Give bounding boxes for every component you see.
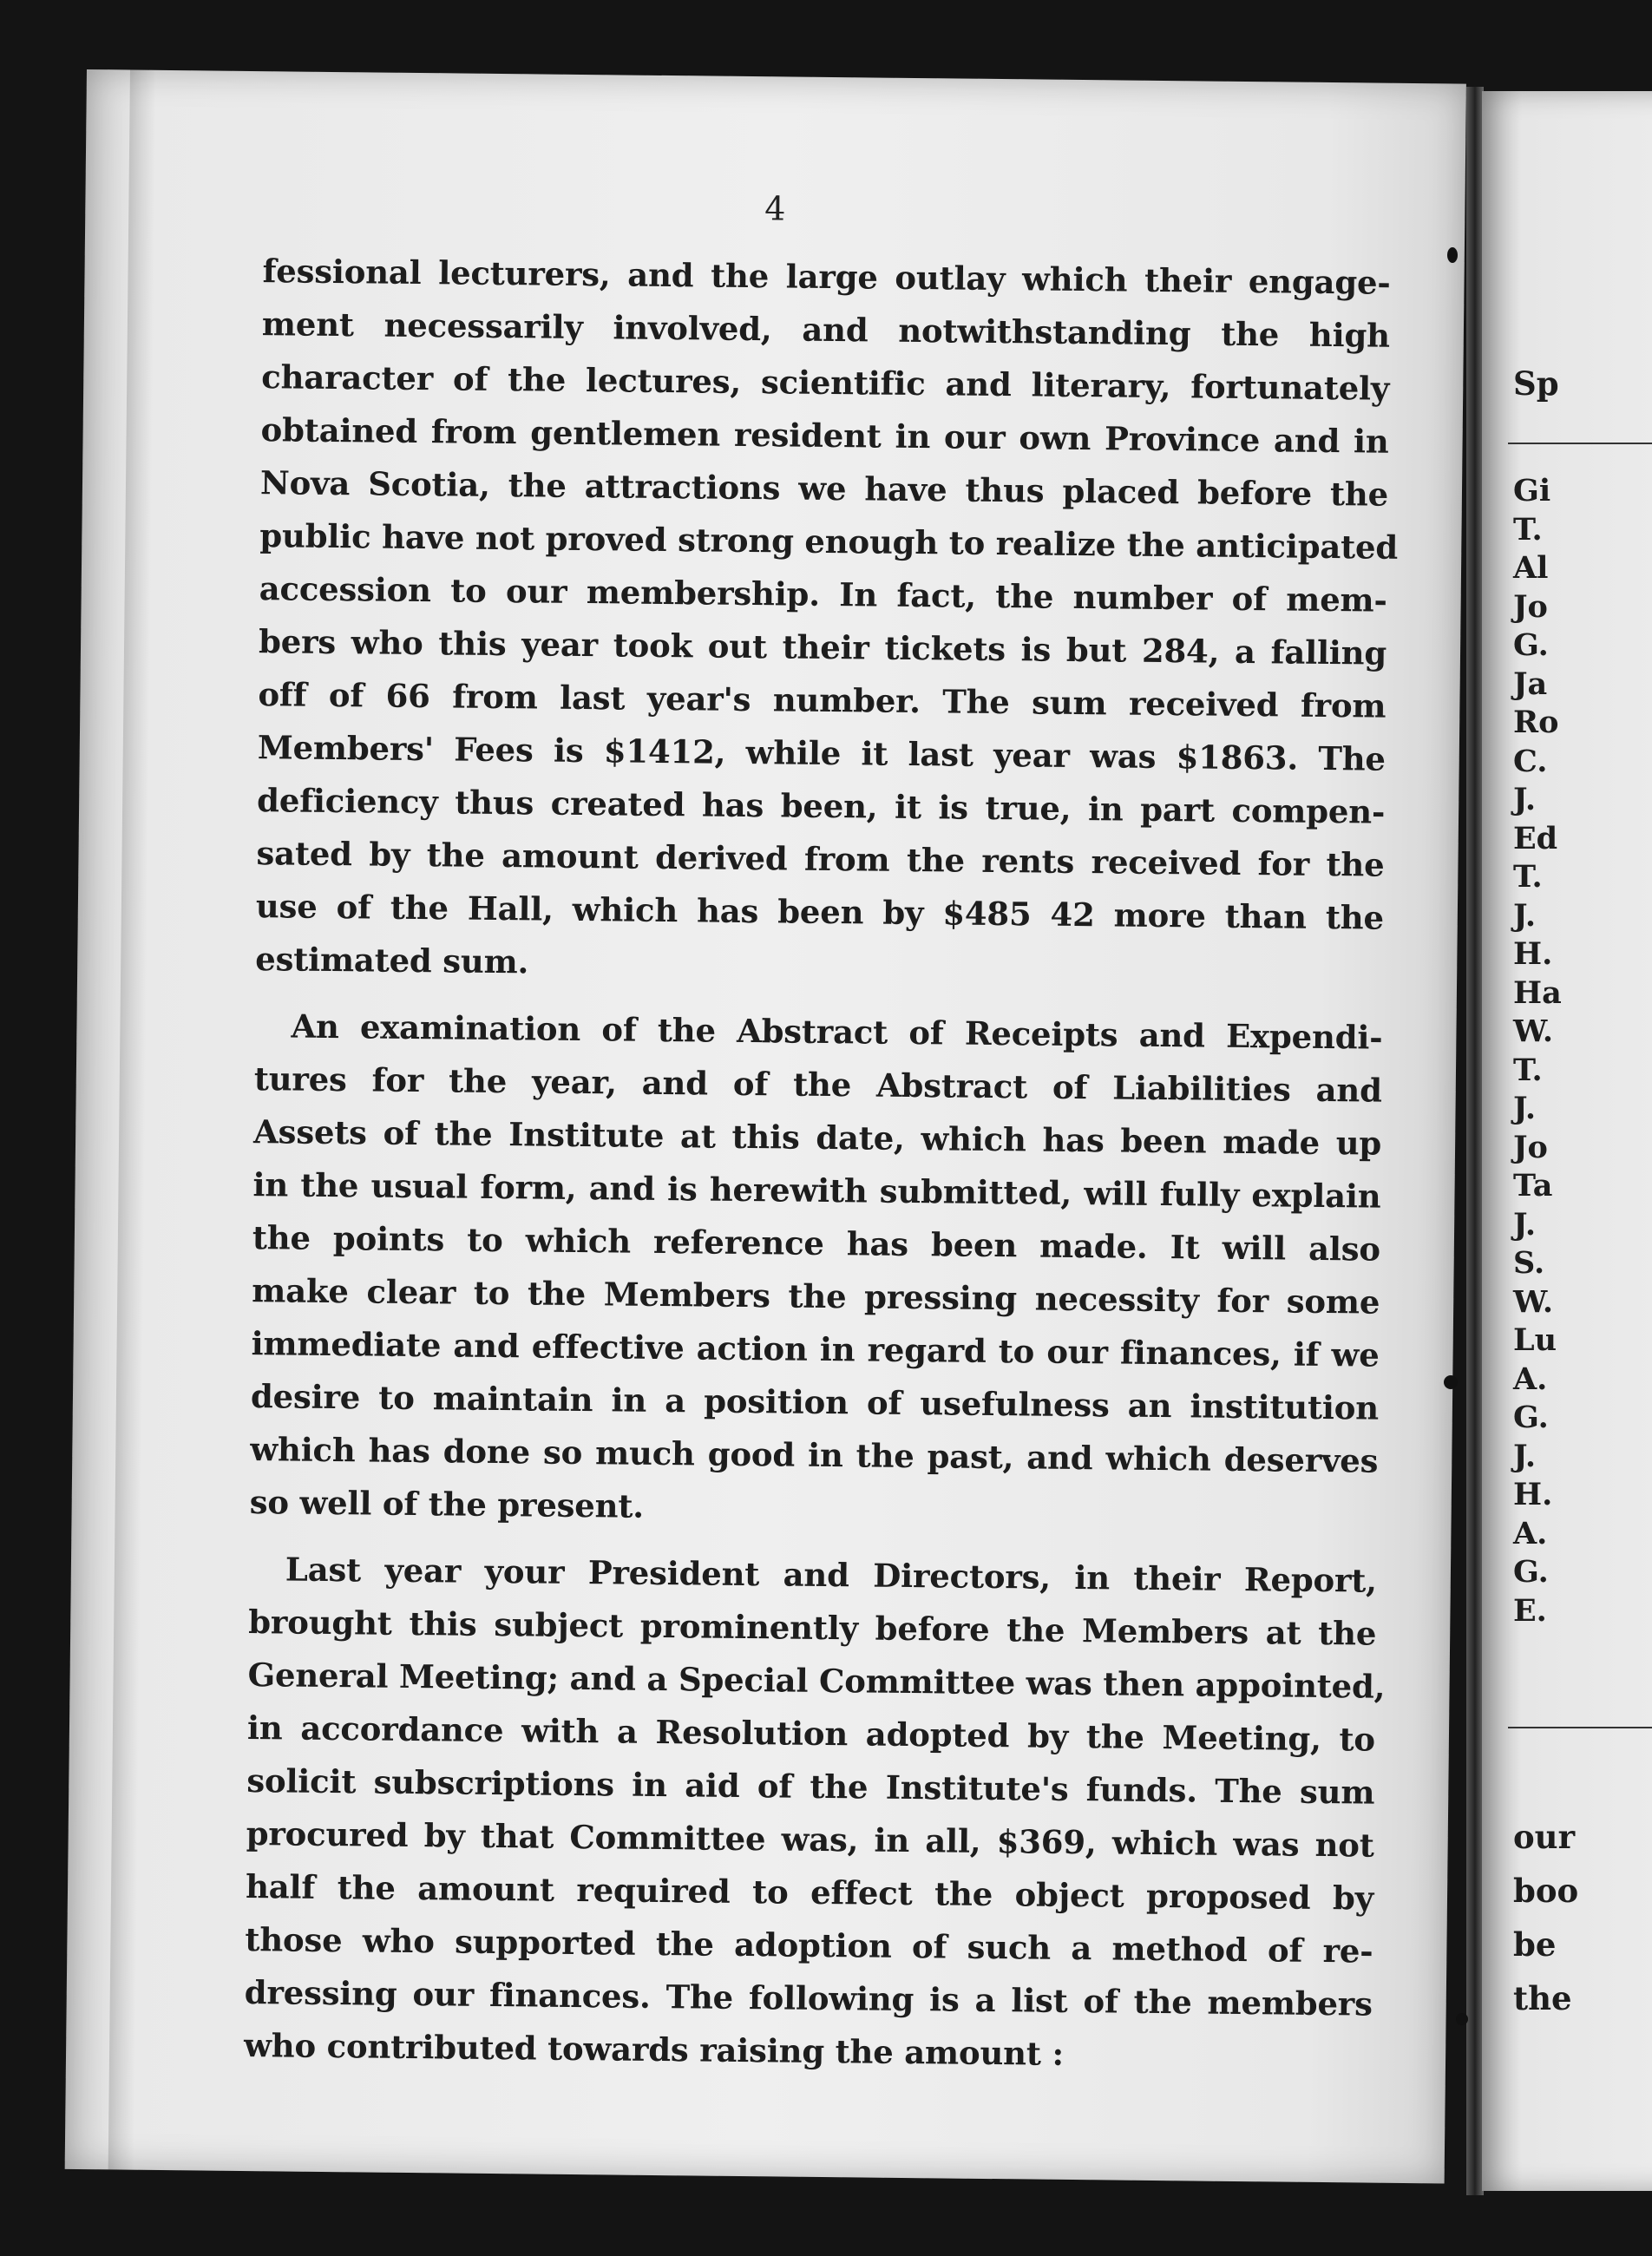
right-page-initial: T. (1513, 1052, 1543, 1088)
right-page-initial: Ha (1513, 974, 1562, 1011)
ink-speck (1456, 2013, 1468, 2025)
text-line: Members' Fees is $1412, while it last year was $1863. The (257, 728, 1386, 778)
text-line: Last year your President and Directors, in their Report, (285, 1550, 1378, 1600)
right-page-heading: Sp (1513, 364, 1559, 403)
ink-speck (1444, 1375, 1458, 1389)
right-page-initial: Ro (1513, 705, 1559, 740)
text-line: immediate and effective action in regard to our finances, if we (251, 1324, 1380, 1374)
right-page-initial: T. (1513, 859, 1543, 895)
right-page-initial: Gi (1513, 473, 1551, 508)
text-line: procured by that Committee was, in all, $369, which was not (246, 1814, 1374, 1865)
text-line: Assets of the Institute at this date, which has been made up (252, 1112, 1382, 1163)
text-line: off of 66 from last year's number. The sum received from (258, 675, 1386, 725)
right-page-initial: Ja (1513, 666, 1548, 702)
right-page-initial: S. (1513, 1245, 1545, 1281)
text-line: half the amount required to effect the object proposed by (245, 1867, 1374, 1918)
text-line: dressing our finances. The following is a list of the members (244, 1973, 1373, 2023)
ink-speck (1447, 247, 1458, 263)
text-line: tures for the year, and of the Abstract of Liabilities and (253, 1059, 1382, 1110)
text-line: make clear to the Members the pressing necessity for some (252, 1271, 1380, 1321)
right-page-initial: Jo (1513, 588, 1548, 625)
text-line: General Meeting; and a Special Committee was then appointed, (247, 1656, 1386, 1706)
text-line: deficiency thus created has been, it is true, in part compen- (256, 781, 1386, 831)
right-page-rule-top (1508, 443, 1652, 444)
right-page-initial: J. (1513, 1206, 1537, 1243)
right-page-initial: J. (1513, 1438, 1537, 1474)
text-line: which has done so much good in the past, and which deserves (250, 1430, 1379, 1480)
right-page-initial: W. (1513, 1013, 1554, 1049)
right-page-initial: J. (1513, 897, 1537, 934)
right-page-initial: G. (1513, 1554, 1549, 1590)
left-page (65, 69, 1466, 2184)
right-page-initial: H. (1513, 1477, 1553, 1512)
text-line: brought this subject prominently before the Members at the (248, 1603, 1377, 1653)
right-page-initial: A. (1513, 1515, 1548, 1551)
right-page-initial: G. (1513, 627, 1549, 663)
right-page-initial: Al (1513, 550, 1549, 586)
text-line: who contributed towards raising the amount : (243, 2026, 1065, 2073)
right-page-word: the (1513, 1979, 1572, 2017)
text-line: public have not proved strong enough to realize the anticipated (259, 516, 1399, 567)
text-line: solicit subscriptions in aid of the Institute's funds. The sum (246, 1761, 1375, 1812)
text-line: bers who this year took out their tickets is but 284, a falling (258, 622, 1387, 672)
right-page-initial: Lu (1513, 1322, 1557, 1358)
text-line: those who supported the adoption of such a method of re- (245, 1920, 1373, 1971)
right-page-initial: C. (1513, 743, 1548, 779)
text-line: so well of the present. (249, 1483, 645, 1525)
text-line: obtained from gentlemen resident in our own Province and in (260, 410, 1389, 461)
right-page-initial: A. (1513, 1361, 1548, 1397)
right-page-initial: T. (1513, 511, 1543, 548)
right-page-word: be (1513, 1925, 1557, 1964)
text-line: the points to which reference has been made. It will also (252, 1218, 1381, 1269)
text-line: ment necessarily involved, and notwithstanding the high (261, 305, 1391, 355)
right-page-word: our (1513, 1818, 1576, 1856)
right-page-word: boo (1513, 1872, 1579, 1910)
page-edge-shadow (108, 70, 156, 2170)
right-page-initial: W. (1513, 1283, 1554, 1320)
text-line: use of the Hall, which has been by $485 42 more than the (255, 887, 1385, 937)
right-page-initial: G. (1513, 1400, 1549, 1435)
right-page-initial: E. (1513, 1592, 1547, 1629)
right-page-initial: Ta (1513, 1168, 1553, 1203)
text-line: character of the lectures, scientific and literary, fortunately (261, 357, 1390, 408)
right-page-initial: J. (1513, 782, 1537, 817)
text-line: sated by the amount derived from the rents received for the (256, 834, 1385, 884)
right-page-initial: H. (1513, 936, 1553, 972)
text-line: An examination of the Abstract of Receipts and Expendi- (291, 1007, 1383, 1057)
right-page-initial: Ed (1513, 820, 1558, 856)
text-line: estimated sum. (255, 940, 529, 981)
right-page-initial: J. (1513, 1091, 1537, 1126)
right-page-rule-bottom (1508, 1727, 1652, 1728)
text-line: accession to our membership. In fact, the number of mem- (259, 569, 1387, 620)
right-page-initial: Jo (1513, 1129, 1548, 1165)
book-gutter (1466, 87, 1484, 2195)
text-line: in the usual form, and is herewith submitted, will fully explain (252, 1165, 1381, 1216)
text-line: in accordance with a Resolution adopted by the Meeting, to (246, 1708, 1376, 1759)
text-line: desire to maintain in a position of usefulness an institution (250, 1377, 1380, 1427)
body-text (243, 245, 1399, 2083)
text-line: fessional lecturers, and the large outlay which their engage- (262, 252, 1391, 302)
text-line: Nova Scotia, the attractions we have thus placed before the (259, 463, 1389, 514)
page-number: 4 (764, 189, 786, 228)
right-page (1482, 91, 1652, 2191)
